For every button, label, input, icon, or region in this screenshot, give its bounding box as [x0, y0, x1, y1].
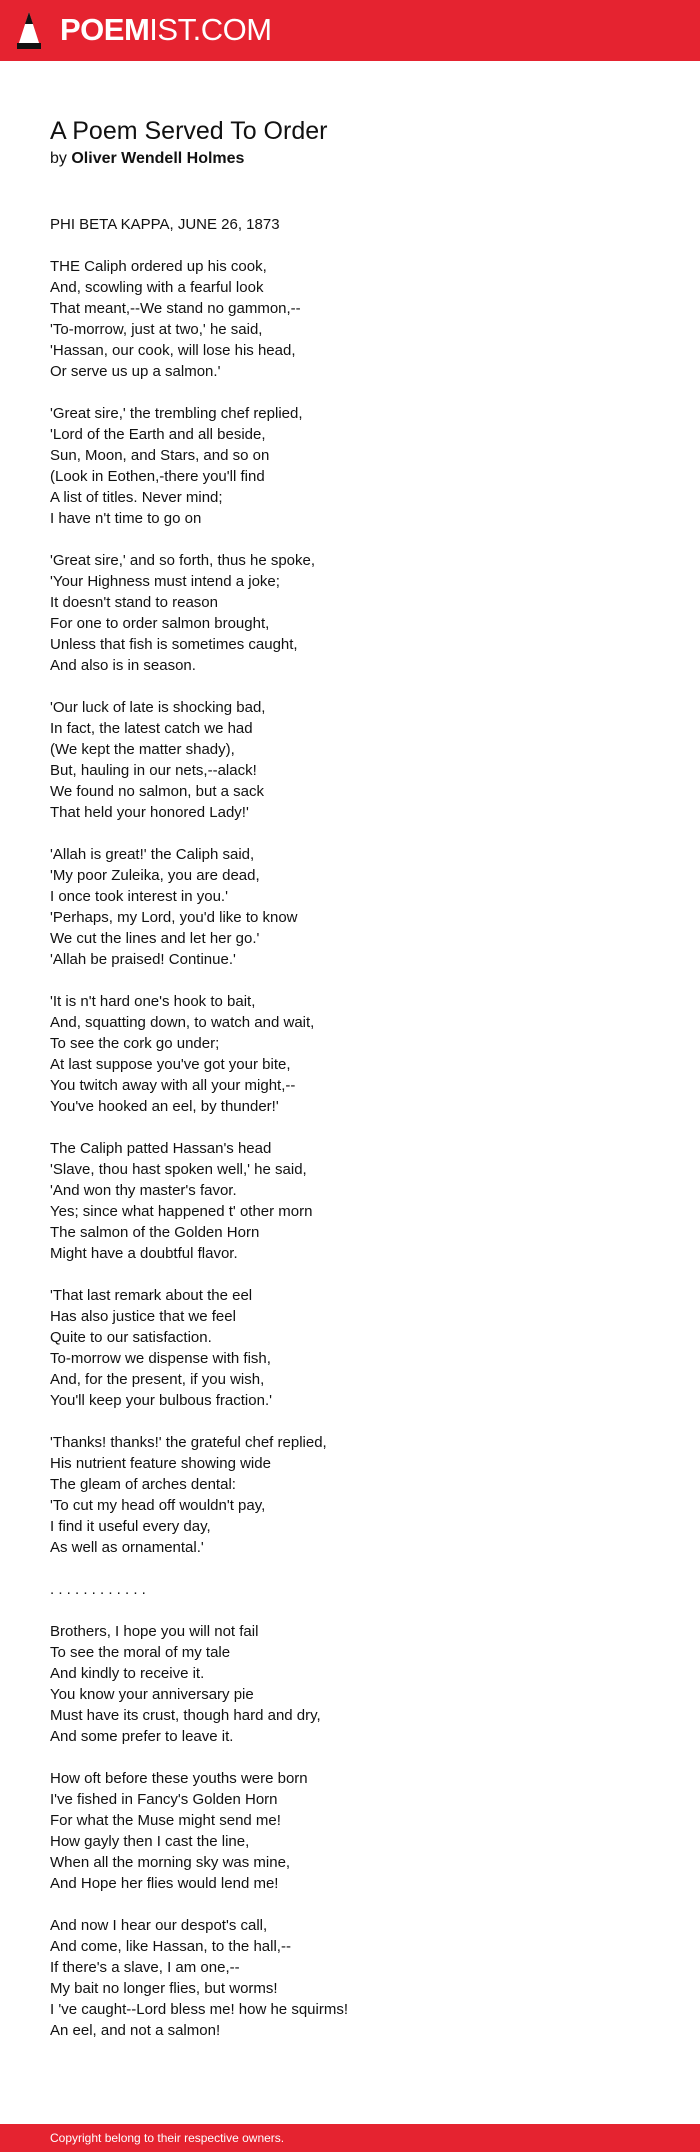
poem-line: And, for the present, if you wish, — [50, 1371, 265, 1388]
poem-line: To-morrow we dispense with fish, — [50, 1350, 271, 1367]
poem-stanza — [50, 1768, 650, 1894]
poem-stanza — [50, 403, 650, 529]
pencil-tip-icon[interactable] — [16, 10, 42, 51]
poem-stanza — [50, 1621, 650, 1747]
poem-line: 'Perhaps, my Lord, you'd like to know — [50, 909, 298, 926]
poem-body — [50, 214, 650, 2041]
poem-line: (Look in Eothen,-there you'll find — [50, 468, 265, 485]
poem-line: And now I hear our despot's call, — [50, 1917, 268, 1934]
poem-line: And, scowling with a fearful look — [50, 279, 264, 296]
poem-line: 'My poor Zuleika, you are dead, — [50, 867, 260, 884]
poem-line: 'And won thy master's favor. — [50, 1182, 237, 1199]
poem-line: That meant,--We stand no gammon,-- — [50, 300, 301, 317]
poem-line: And Hope her flies would lend me! — [50, 1875, 279, 1892]
poem-line: Quite to our satisfaction. — [50, 1329, 212, 1346]
poem-line: Yes; since what happened t' other morn — [50, 1203, 313, 1220]
poem-line: But, hauling in our nets,--alack! — [50, 762, 257, 779]
poem-line: 'Allah be praised! Continue.' — [50, 951, 236, 968]
poem-line: And also is in season. — [50, 657, 196, 674]
poem-stanza — [50, 1579, 650, 1600]
poem-line: Brothers, I hope you will not fail — [50, 1623, 259, 1640]
poem-line: His nutrient feature showing wide — [50, 1455, 271, 1472]
poem-line: PHI BETA KAPPA, JUNE 26, 1873 — [50, 216, 280, 233]
poem-line: . . . . . . . . . . . . — [50, 1581, 146, 1598]
poem-line: 'Allah is great!' the Caliph said, — [50, 846, 255, 863]
copyright-text: Copyright belong to their respective owners. — [50, 2131, 285, 2145]
logo-light-text: IST.COM — [149, 12, 272, 47]
poem-line: As well as ornamental.' — [50, 1539, 204, 1556]
poem-line: You've hooked an eel, by thunder!' — [50, 1098, 279, 1115]
poem-line: You twitch away with all your might,-- — [50, 1077, 296, 1094]
poem-line: We found no salmon, but a sack — [50, 783, 265, 800]
poem-stanza — [50, 991, 650, 1117]
poem-stanza — [50, 1915, 650, 2041]
poem-line: At last suppose you've got your bite, — [50, 1056, 291, 1073]
poem-line: 'Hassan, our cook, will lose his head, — [50, 342, 296, 359]
poem-line: To see the moral of my tale — [50, 1644, 231, 1661]
poem-line: And come, like Hassan, to the hall,-- — [50, 1938, 291, 1955]
poem-line: 'Thanks! thanks!' the grateful chef replied, — [50, 1434, 327, 1451]
poem-line: 'Great sire,' and so forth, thus he spoke, — [50, 552, 316, 569]
poem-line: I once took interest in you.' — [50, 888, 228, 905]
poem-content — [50, 114, 650, 2062]
poem-line: How oft before these youths were born — [50, 1770, 308, 1787]
poem-line: The gleam of arches dental: — [50, 1476, 236, 1493]
poem-title: A Poem Served To Order — [50, 117, 328, 145]
poem-line: 'It is n't hard one's hook to bait, — [50, 993, 256, 1010]
poem-stanza — [50, 256, 650, 382]
poem-line: A list of titles. Never mind; — [50, 489, 223, 506]
poem-line: Has also justice that we feel — [50, 1308, 236, 1325]
poem-line: It doesn't stand to reason — [50, 594, 218, 611]
poem-byline — [50, 148, 650, 170]
poem-line: An eel, and not a salmon! — [50, 2022, 221, 2039]
poem-line: 'Slave, thou hast spoken well,' he said, — [50, 1161, 307, 1178]
site-footer — [0, 2124, 700, 2152]
poem-line: 'Great sire,' the trembling chef replied, — [50, 405, 303, 422]
poem-line: The Caliph patted Hassan's head — [50, 1140, 272, 1157]
poem-line: 'To-morrow, just at two,' he said, — [50, 321, 263, 338]
poem-line: 'Our luck of late is shocking bad, — [50, 699, 266, 716]
poem-line: How gayly then I cast the line, — [50, 1833, 250, 1850]
poem-line: That held your honored Lady!' — [50, 804, 249, 821]
poem-line: If there's a slave, I am one,-- — [50, 1959, 240, 1976]
poem-line: When all the morning sky was mine, — [50, 1854, 291, 1871]
poem-stanza — [50, 844, 650, 970]
poem-line: For what the Muse might send me! — [50, 1812, 281, 1829]
poem-line: 'To cut my head off wouldn't pay, — [50, 1497, 266, 1514]
poem-line: To see the cork go under; — [50, 1035, 220, 1052]
poem-line: And some prefer to leave it. — [50, 1728, 234, 1745]
poem-stanza — [50, 697, 650, 823]
poem-line: Must have its crust, though hard and dry, — [50, 1707, 321, 1724]
poem-line: Unless that fish is sometimes caught, — [50, 636, 298, 653]
poem-line: In fact, the latest catch we had — [50, 720, 253, 737]
poem-line: 'Your Highness must intend a joke; — [50, 573, 280, 590]
poem-stanza — [50, 550, 650, 676]
poem-line: 'That last remark about the eel — [50, 1287, 253, 1304]
poem-line: The salmon of the Golden Horn — [50, 1224, 260, 1241]
poem-line: Sun, Moon, and Stars, and so on — [50, 447, 270, 464]
poem-line: 'Lord of the Earth and all beside, — [50, 426, 266, 443]
poem-line: I have n't time to go on — [50, 510, 202, 527]
poem-line: THE Caliph ordered up his cook, — [50, 258, 267, 275]
poem-line: You know your anniversary pie — [50, 1686, 254, 1703]
poem-line: You'll keep your bulbous fraction.' — [50, 1392, 272, 1409]
author-link[interactable]: Oliver Wendell Holmes — [71, 150, 245, 167]
by-label: by — [50, 150, 67, 167]
logo-bold-text: POEM — [60, 12, 150, 47]
poem-stanza — [50, 1285, 650, 1411]
poem-stanza — [50, 1432, 650, 1558]
poem-line: And, squatting down, to watch and wait, — [50, 1014, 315, 1031]
poem-line: I've fished in Fancy's Golden Horn — [50, 1791, 278, 1808]
poem-stanza — [50, 1138, 650, 1264]
poem-line: Might have a doubtful flavor. — [50, 1245, 238, 1262]
site-logo[interactable] — [60, 11, 272, 49]
poem-line: For one to order salmon brought, — [50, 615, 270, 632]
poem-stanza — [50, 214, 650, 235]
poem-line: I find it useful every day, — [50, 1518, 211, 1535]
poem-line: We cut the lines and let her go.' — [50, 930, 260, 947]
poem-line: My bait no longer flies, but worms! — [50, 1980, 278, 1997]
poem-line: And kindly to receive it. — [50, 1665, 205, 1682]
poem-line: I 've caught--Lord bless me! how he squirms! — [50, 2001, 348, 2018]
site-header — [0, 0, 700, 61]
poem-line: (We kept the matter shady), — [50, 741, 235, 758]
poem-line: Or serve us up a salmon.' — [50, 363, 221, 380]
